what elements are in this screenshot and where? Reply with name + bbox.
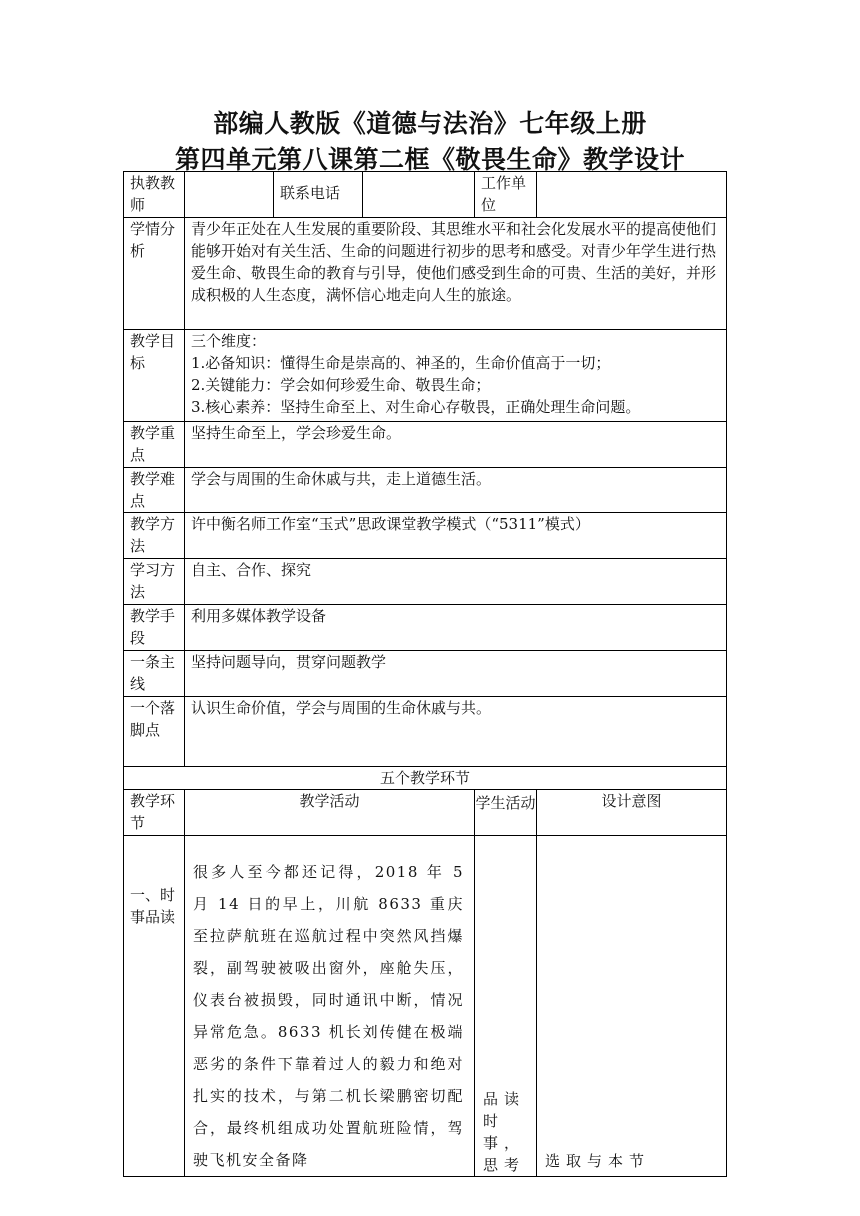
row-label-main-line: 一条主线 bbox=[124, 651, 185, 697]
key-points-text: 坚持生命至上，学会珍爱生命。 bbox=[185, 422, 727, 468]
row-label-learning-method: 学习方法 bbox=[124, 559, 185, 605]
teaching-method-text: 许中衡名师工作室“玉式”思政课堂教学模式（“5311”模式） bbox=[185, 513, 727, 559]
difficulties-text: 学会与周围的生命休戚与共，走上道德生活。 bbox=[185, 468, 727, 513]
row-label-student-analysis: 学情分析 bbox=[124, 218, 185, 330]
goals-line: 3.核心素养：坚持生命至上、对生命心存敬畏，正确处理生命问题。 bbox=[191, 398, 641, 416]
goals-line: 2.关键能力：学会如何珍爱生命、敬畏生命； bbox=[191, 376, 491, 394]
work-unit-value bbox=[537, 172, 727, 218]
step1-student bbox=[475, 836, 537, 1177]
step1-intent-text: 选取与本节 bbox=[545, 1152, 651, 1170]
work-unit-label: 工作单位 bbox=[475, 172, 537, 218]
steps-col-stage: 教学环节 bbox=[124, 790, 185, 836]
step1-activity-text: 很多人至今都还记得，2018 年 5 月 14 日的早上，川航 8633 重庆至拉萨航班在巡航过程中突然风挡爆裂，副驾驶被吸出窗外，座舱失压，仪表台被损毁，同时通讯中断，情况异常危急。8633 机长刘传健在极端恶劣的条件下靠着过人的毅力和绝对扎实的技术，与第二机长梁鹏密切配合，最终机组成功处置航班险情，驾驶飞机安全备降 bbox=[193, 863, 464, 1169]
row-label-focal-point: 一个落脚点 bbox=[124, 697, 185, 767]
steps-col-student-text: 学生活动 bbox=[475, 794, 536, 812]
step1-student-text: 品读时事，思考 bbox=[483, 1090, 526, 1174]
step1-intent bbox=[537, 836, 727, 1177]
row-label-teaching-goals: 教学目标 bbox=[124, 330, 185, 422]
document-title-line2: 第四单元第八课第二框《敬畏生命》教学设计 bbox=[174, 145, 685, 174]
document-title-line1: 部编人教版《道德与法治》七年级上册 bbox=[213, 109, 647, 138]
student-analysis-text: 青少年正处在人生发展的重要阶段、其思维水平和社会化发展水平的提高使他们能够开始对有关生活、生命的问题进行初步的思考和感受。对青少年学生进行热爱生命、敬畏生命的教育与引导，使他们感受到生命的可贵、生活的美好，并形成积极的人生态度，满怀信心地走向人生的旅途。 bbox=[185, 218, 727, 330]
row-label-teaching-method: 教学方法 bbox=[124, 513, 185, 559]
steps-col-student bbox=[475, 790, 537, 836]
step1-activity bbox=[185, 836, 475, 1177]
teacher-label: 执教教师 bbox=[124, 172, 185, 218]
goals-line: 三个维度： bbox=[191, 332, 267, 350]
learning-method-text: 自主、合作、探究 bbox=[185, 559, 727, 605]
steps-col-intent: 设计意图 bbox=[537, 790, 727, 836]
step1-label: 一、时事品读 bbox=[124, 836, 185, 1177]
row-label-key-points: 教学重点 bbox=[124, 422, 185, 468]
main-line-text: 坚持问题导向，贯穿问题教学 bbox=[185, 651, 727, 697]
teaching-means-text: 利用多媒体教学设备 bbox=[185, 605, 727, 651]
row-label-teaching-means: 教学手段 bbox=[124, 605, 185, 651]
teaching-goals bbox=[185, 330, 727, 422]
focal-point-text: 认识生命价值，学会与周围的生命休戚与共。 bbox=[185, 697, 727, 767]
five-steps-heading: 五个教学环节 bbox=[124, 767, 727, 790]
steps-col-activity: 教学活动 bbox=[185, 790, 475, 836]
goals-line: 1.必备知识：懂得生命是崇高的、神圣的，生命价值高于一切； bbox=[191, 354, 611, 372]
row-label-difficulties: 教学难点 bbox=[124, 468, 185, 513]
teacher-value bbox=[185, 172, 274, 218]
phone-label: 联系电话 bbox=[274, 172, 363, 218]
phone-value bbox=[363, 172, 475, 218]
lesson-plan-table bbox=[123, 171, 727, 1177]
